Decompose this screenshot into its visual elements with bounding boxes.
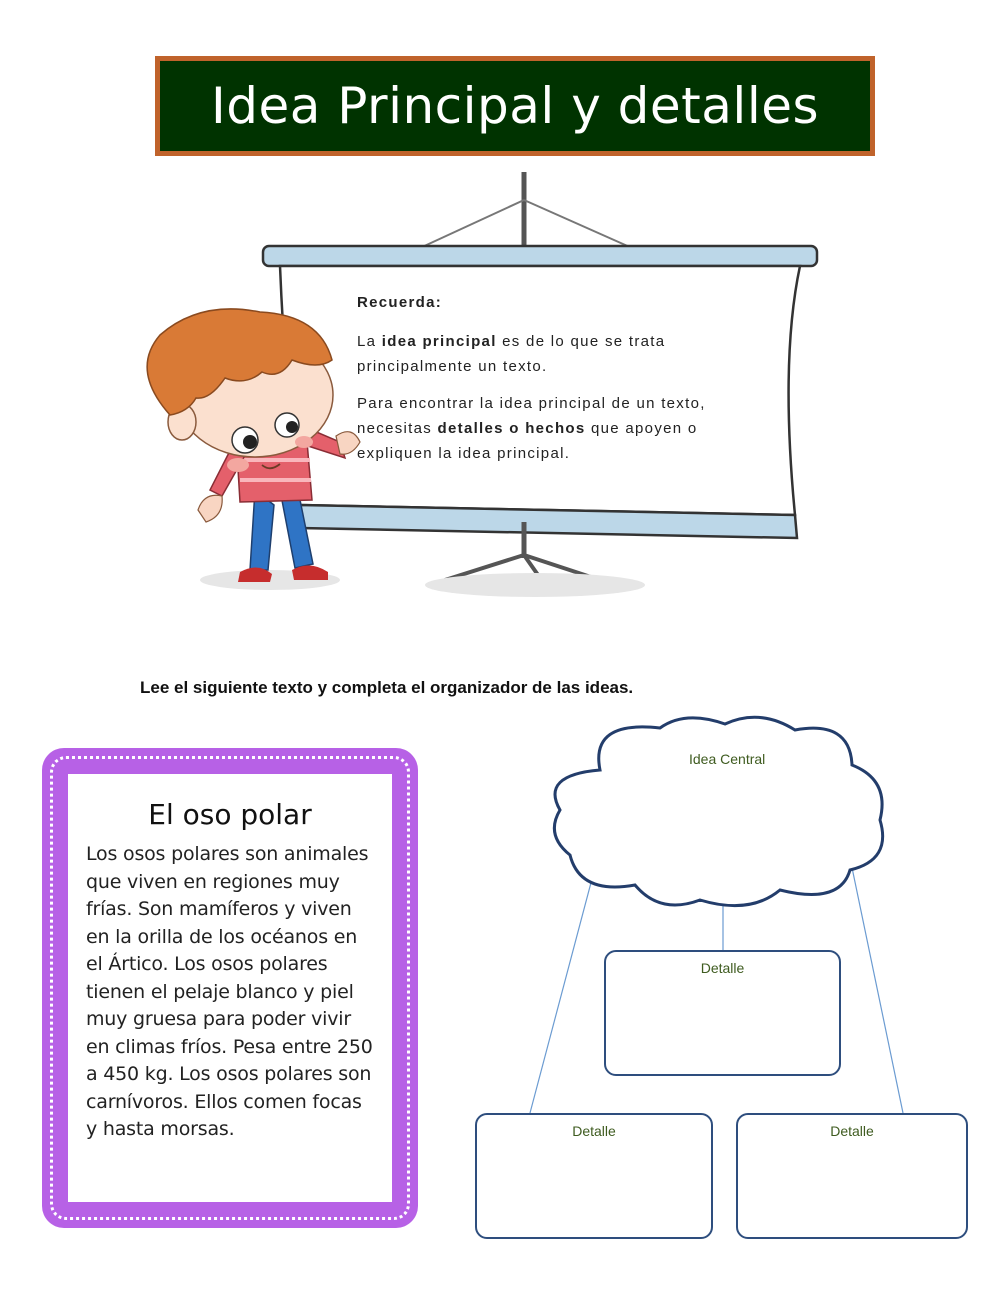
detail-box-top[interactable] [604, 950, 841, 1076]
term-detalles: detalles o hechos [437, 420, 586, 437]
screen-top-bar [263, 246, 817, 266]
reading-title: El oso polar [148, 798, 312, 831]
detail-left-label: Detalle [572, 1123, 616, 1139]
reading-body: Los osos polares son animales que viven en regiones muy frías. Son mamíferos y viven en la orilla de los océanos en el Ártico. Los osos polares tienen el pelaje blanco y piel muy gruesa para poder vivir en climas fríos. Pesa entre 250 a 450 kg. Los osos polares son carnívoros. Ellos comen focas y hasta morsas. [86, 843, 373, 1140]
detail-right-label: Detalle [830, 1123, 874, 1139]
detail-top-label: Detalle [700, 960, 745, 976]
page-title: Idea Principal y detalles [210, 77, 820, 135]
reminder-text [357, 290, 767, 478]
reminder-paragraph-1: La idea principal es de lo que se trata principalmente un texto. [357, 333, 666, 375]
reading-card-content [68, 774, 392, 1202]
detail-box-right[interactable] [736, 1113, 968, 1239]
detail-box-left[interactable] [475, 1113, 713, 1239]
term-idea-principal: idea principal [381, 333, 497, 350]
central-idea-cloud [554, 717, 882, 905]
connector-right [850, 858, 903, 1113]
reading-card [42, 748, 418, 1228]
reminder-paragraph-2: Para encontrar la idea principal de un texto, necesitas detalles o hechos que apoyen o expliquen la idea principal. [357, 395, 706, 462]
central-idea-label: Idea Central [689, 751, 766, 767]
title-board [155, 56, 875, 156]
instruction-text: Lee el siguiente texto y completa el organizador de las ideas. [140, 678, 634, 697]
reminder-heading: Recuerda: [357, 294, 443, 311]
connector-left [530, 860, 597, 1113]
